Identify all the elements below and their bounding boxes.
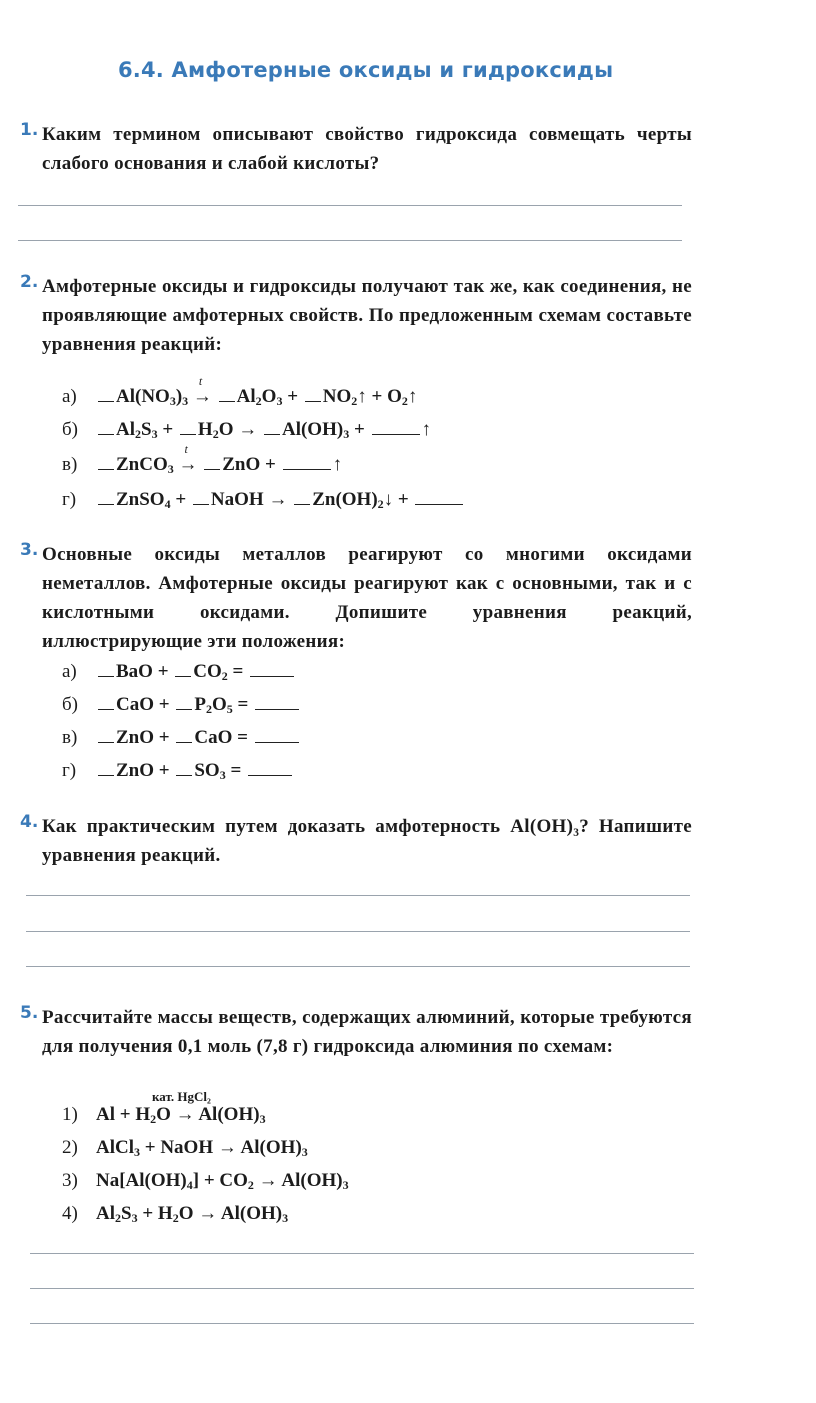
answer-line[interactable] — [30, 1323, 694, 1324]
task-text: Амфотерные оксиды и гидроксиды получают так же, как соединения, не проявляющие амфотерных свойств. По предложенным схемам составьте уравнения реакций: — [42, 276, 692, 355]
task-number: 4. — [20, 812, 39, 832]
answer-line[interactable] — [18, 240, 682, 241]
task-number: 3. — [20, 540, 39, 560]
product-blank[interactable] — [255, 741, 299, 743]
coefficient-blank[interactable] — [98, 708, 114, 710]
coefficient-blank[interactable] — [175, 675, 191, 677]
product-blank[interactable] — [415, 503, 463, 505]
equation-2v: в) ZnCO$_3$ t → ZnO + ↑ — [62, 442, 343, 476]
task-number: 2. — [20, 272, 39, 292]
task-text: Каким термином описывают свойство гидроксида совмещать черты слабого основания и слабой кислоты? — [42, 124, 692, 174]
coefficient-blank[interactable] — [98, 774, 114, 776]
product-blank[interactable] — [283, 468, 331, 470]
answer-line[interactable] — [18, 205, 682, 206]
task-text: Основные оксиды металлов реагируют со многими оксидами неметаллов. Амфотерные оксиды реагируют как с основными, так и с кислотными оксидами. Допишите уравнения реакций, иллюстрирующие эти положения: — [42, 544, 692, 652]
answer-line[interactable] — [30, 1288, 694, 1289]
coefficient-blank[interactable] — [204, 468, 220, 470]
equation-3a: а) BaO + $CO_2$ = — [62, 661, 296, 684]
coefficient-blank[interactable] — [176, 708, 192, 710]
task-1 — [20, 120, 692, 178]
coefficient-blank[interactable] — [180, 433, 196, 435]
task-number: 5. — [20, 1003, 39, 1023]
task-text: Рассчитайте массы веществ, содержащих алюминий, которые требуются для получения 0,1 моль (7,8 г) гидроксида алюминия по схемам: — [42, 1007, 692, 1057]
coefficient-blank[interactable] — [98, 675, 114, 677]
task-2 — [20, 272, 692, 359]
coefficient-blank[interactable] — [294, 503, 310, 505]
task-4 — [20, 812, 692, 870]
equation-2a: а) $Al(NO_3)_3$ t → $Al_2O_3$ + $NO_2↑$ + $O_2↑$ — [62, 374, 418, 408]
equation-3b: б) CaO + $P_2O_5$ = — [62, 694, 301, 717]
task-5 — [20, 1003, 692, 1061]
coefficient-blank[interactable] — [176, 774, 192, 776]
equation-3v: в) ZnO + CaO = — [62, 727, 301, 749]
coefficient-blank[interactable] — [264, 433, 280, 435]
equation-2g: г) ZnSO$_4$ + NaOH → $Zn(OH)_2↓$ + — [62, 489, 465, 512]
equation-2b: б) $Al_2S_3 + H_2O \to Al(OH)_3$ + ↑ — [62, 419, 432, 441]
task-text: Как практическим путем доказать амфотерность Al(OH)₃? Напишите уравнения реакций. — [42, 816, 692, 866]
coefficient-blank[interactable] — [98, 400, 114, 402]
coefficient-blank[interactable] — [98, 468, 114, 470]
product-blank[interactable] — [372, 433, 420, 435]
task-number: 1. — [20, 120, 39, 140]
scheme-5-3: 3) $Na[Al(OH)_4] + CO_2 \to Al(OH)_3$ — [62, 1170, 349, 1192]
product-blank[interactable] — [250, 675, 294, 677]
coefficient-blank[interactable] — [193, 503, 209, 505]
answer-line[interactable] — [26, 966, 690, 967]
answer-line[interactable] — [30, 1253, 694, 1254]
coefficient-blank[interactable] — [219, 400, 235, 402]
coefficient-blank[interactable] — [98, 741, 114, 743]
equation-3g: г) ZnO + $SO_3$ = — [62, 760, 294, 783]
product-blank[interactable] — [255, 708, 299, 710]
answer-line[interactable] — [26, 931, 690, 932]
scheme-5-2: 2) AlCl$_3$ + NaOH → $Al(OH)_3$ — [62, 1137, 308, 1159]
task-3 — [20, 540, 692, 656]
coefficient-blank[interactable] — [176, 741, 192, 743]
coefficient-blank[interactable] — [305, 400, 321, 402]
scheme-5-1: 1) $Al + H_2O \to Al(OH)_3$ — [62, 1104, 266, 1126]
section-title: 6.4. Амфотерные оксиды и гидроксиды — [118, 58, 614, 82]
scheme-5-4: 4) $Al_2S_3 + H_2O \to Al(OH)_3$ — [62, 1203, 289, 1225]
coefficient-blank[interactable] — [98, 433, 114, 435]
coefficient-blank[interactable] — [98, 503, 114, 505]
catalyst-label: кат. HgCl₂ — [152, 1089, 211, 1104]
product-blank[interactable] — [248, 774, 292, 776]
answer-line[interactable] — [26, 895, 690, 896]
